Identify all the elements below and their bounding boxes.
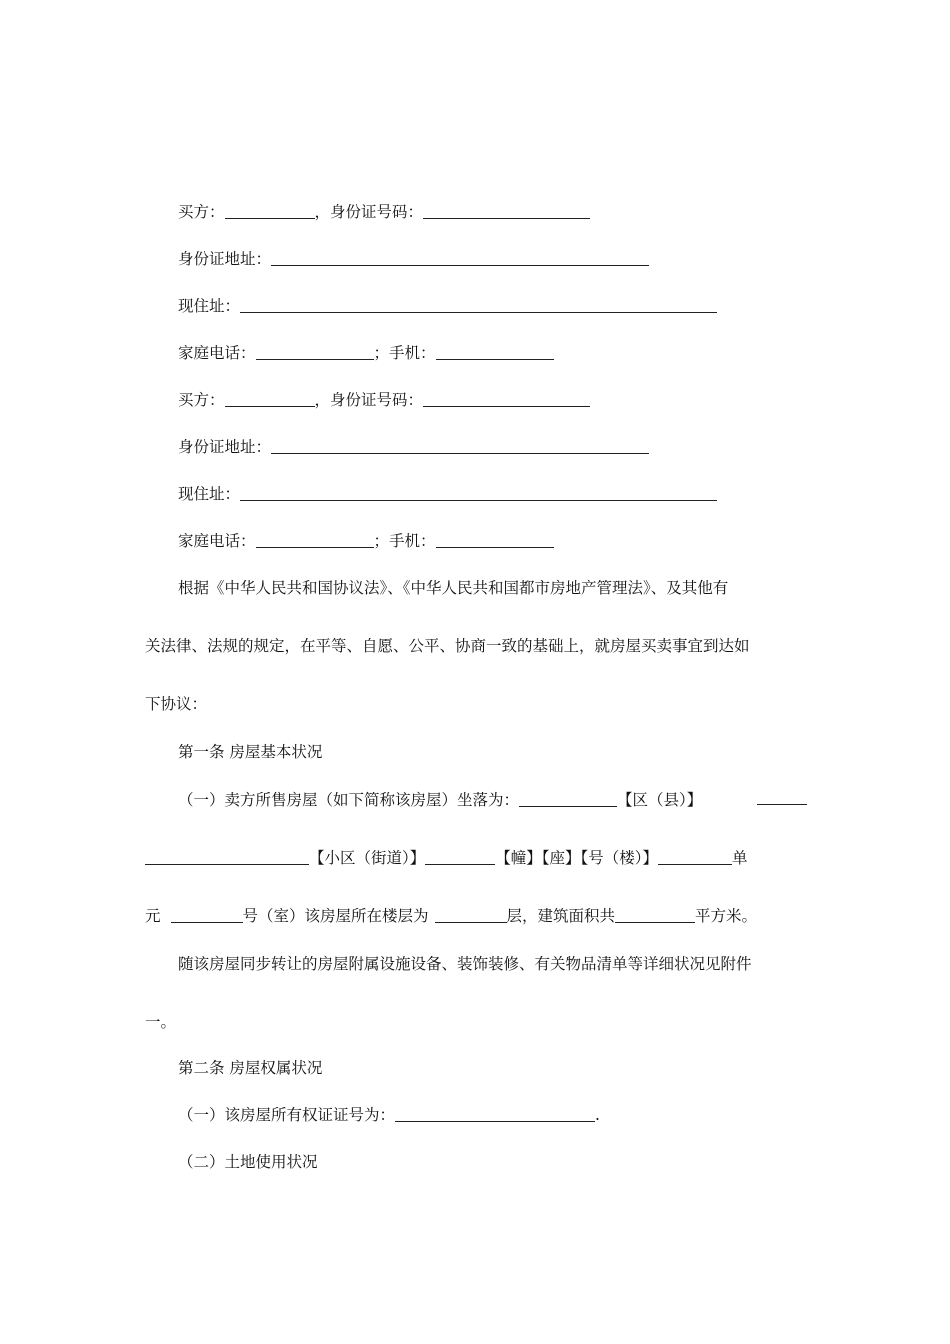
sqm-text: 平方米。: [695, 907, 758, 925]
floor-area-text: 层，建筑面积共: [506, 907, 616, 925]
id-address-row: [145, 437, 807, 457]
room-blank[interactable]: [171, 908, 243, 923]
home-phone-blank[interactable]: [256, 345, 374, 360]
ownership-cert-text: （一）该房屋所有权证证号为：: [178, 1106, 396, 1124]
location-text: （一）卖方所售房屋（如下简称该房屋）坐落为：: [178, 791, 520, 809]
attachment-line-1: 随该房屋同步转让的房屋附属设施设备、装饰装修、有关物品清单等详细状况见附件: [178, 955, 752, 973]
id-address-blank[interactable]: [271, 439, 649, 454]
unit-blank[interactable]: [658, 850, 732, 865]
community-blank[interactable]: [145, 850, 309, 865]
area-blank[interactable]: [615, 908, 695, 923]
phone-row: [145, 343, 807, 363]
home-phone-blank[interactable]: [256, 533, 374, 548]
article-2-item-2: （二）土地使用状况: [178, 1153, 318, 1171]
unit-start: 元: [145, 907, 161, 925]
buyer-name-blank[interactable]: [225, 204, 315, 219]
current-address-blank[interactable]: [240, 486, 717, 501]
id-number-blank[interactable]: [423, 392, 590, 407]
attachment-line-2: 一。: [145, 1013, 177, 1031]
home-phone-label: 家庭电话：: [178, 532, 256, 550]
floor-blank[interactable]: [435, 908, 507, 923]
district-label: 【区（县）】: [617, 791, 703, 809]
mobile-label: ；手机：: [373, 532, 436, 550]
article-2-item-1: [145, 1105, 807, 1125]
party-a-row: [145, 390, 807, 410]
id-address-label: 身份证地址：: [178, 438, 272, 456]
article-1-item-1-line-1: [145, 790, 807, 810]
city-blank[interactable]: [519, 792, 617, 807]
article-2-heading: 第二条 房屋权属状况: [178, 1059, 323, 1077]
mobile-blank[interactable]: [436, 533, 554, 548]
building-blank[interactable]: [425, 850, 495, 865]
current-address-blank[interactable]: [240, 298, 717, 313]
buyer-name-blank[interactable]: [225, 392, 315, 407]
mobile-label: ；手机：: [373, 344, 436, 362]
mobile-blank[interactable]: [436, 345, 554, 360]
unit-end: 单: [732, 849, 748, 867]
id-address-row: [145, 249, 807, 269]
buyer-label: 买方：: [178, 391, 225, 409]
buyer-label: 买方：: [178, 203, 225, 221]
current-address-row: [145, 296, 807, 316]
building-label: 【幢】【座】【号（楼）】: [495, 849, 659, 867]
party-b-row: [145, 202, 807, 222]
preamble-line-2: 关法律、法规的规定，在平等、自愿、公平、协商一致的基础上，就房屋买卖事宜到达如: [145, 637, 750, 655]
id-number-label: ，身份证号码：: [314, 391, 424, 409]
ownership-cert-end: .: [595, 1106, 600, 1124]
id-number-label: ，身份证号码：: [314, 203, 424, 221]
current-address-label: 现住址：: [178, 297, 241, 315]
district-blank[interactable]: [757, 790, 807, 805]
community-label: 【小区（街道）】: [309, 849, 426, 867]
id-address-label: 身份证地址：: [178, 250, 272, 268]
id-number-blank[interactable]: [423, 204, 590, 219]
current-address-row: [145, 484, 807, 504]
home-phone-label: 家庭电话：: [178, 344, 256, 362]
id-address-blank[interactable]: [271, 251, 649, 266]
phone-row: [145, 531, 807, 551]
current-address-label: 现住址：: [178, 485, 241, 503]
preamble-line-3: 下协议：: [145, 695, 208, 713]
article-1-heading: 第一条 房屋基本状况: [178, 743, 323, 761]
article-1-item-1-line-3: [145, 906, 807, 926]
preamble-line-1: 根据《中华人民共和国协议法》、《中华人民共和国都市房地产管理法》、及其他有: [178, 579, 729, 597]
article-1-item-1-line-2: [145, 848, 807, 868]
ownership-cert-blank[interactable]: [395, 1107, 595, 1122]
room-floor-text: 号（室）该房屋所在楼层为: [242, 907, 429, 925]
